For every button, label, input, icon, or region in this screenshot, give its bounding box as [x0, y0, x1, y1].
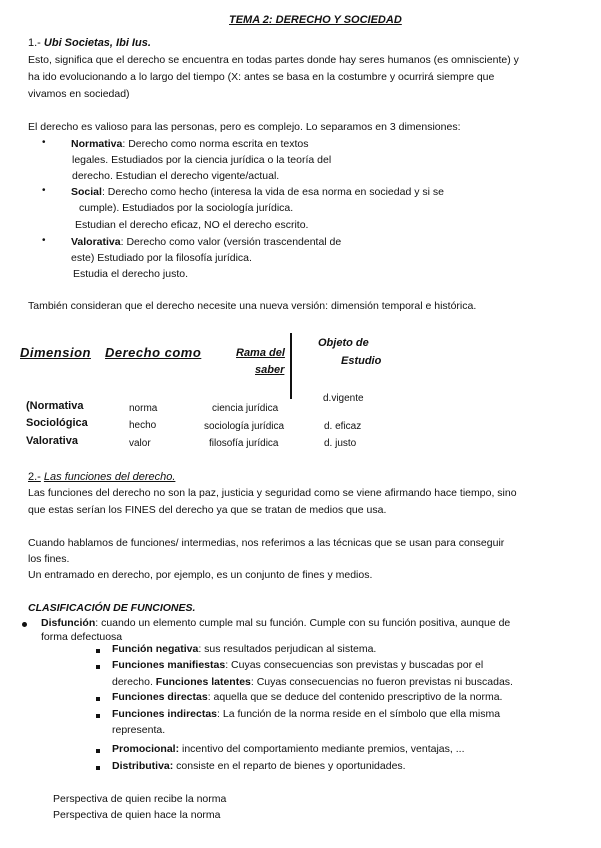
square-bullet-icon — [96, 649, 100, 653]
clasificacion-heading: CLASIFICACIÓN DE FUNCIONES. — [28, 602, 196, 614]
paragraph-line: que estas serían los FINES del derecho ya que se tratan de medios que usa. — [28, 504, 387, 516]
item-text: incentivo del comportamiento mediante premios, ventajas, ... — [179, 743, 465, 755]
item-label: Distributiva: — [112, 760, 174, 772]
paragraph-line: Cuando hablamos de funciones/ intermedias, nos referimos a las técnicas que se usan para conseguir — [28, 537, 505, 549]
item-text: consiste en el reparto de bienes y oportunidades. — [173, 760, 406, 772]
list-item — [71, 137, 309, 152]
paragraph-line: Esto, significa que el derecho se encuentra en todas partes donde hay seres humanos (es omnisciente) y — [28, 54, 519, 66]
paragraph-line: También consideran que el derecho necesite una nueva versión: dimensión temporal e histórica. — [28, 300, 477, 312]
table-cell: d. eficaz — [324, 421, 362, 432]
table-cell: d.vigente — [323, 393, 364, 404]
square-bullet-icon — [96, 697, 100, 701]
item-text: : Cuyas consecuencias son previstas y buscadas por el — [225, 659, 484, 671]
table-header-rama: Rama del — [236, 347, 285, 359]
list-item-continuation: forma defectuosa — [41, 631, 123, 643]
list-item — [41, 616, 510, 631]
table-header-objeto: Estudio — [341, 355, 382, 367]
table-cell: d. justo — [324, 438, 357, 449]
table-header-dimension: Dimension — [20, 345, 91, 360]
list-item — [112, 742, 465, 757]
table-divider — [290, 333, 292, 399]
list-item-continuation — [112, 675, 513, 690]
item-text: : Cuyas consecuencias no fueron previstas ni buscadas. — [250, 676, 513, 688]
section-1-title: Ubi Societas, Ibi Ius. — [43, 37, 151, 49]
list-item-continuation: representa. — [112, 724, 166, 736]
bullet-icon: • — [42, 185, 46, 196]
table-cell: norma — [129, 403, 158, 414]
list-item-continuation: derecho. Estudian el derecho vigente/actual. — [72, 170, 280, 182]
dimension-desc: : Derecho como valor (versión trascendental de — [120, 236, 342, 248]
section-1-heading — [28, 36, 151, 51]
table-header-derecho-como: Derecho como — [105, 345, 202, 360]
dimension-name: Normativa — [71, 138, 123, 150]
table-header-objeto: Objeto de — [318, 337, 369, 349]
section-1-number: 1.- — [28, 37, 41, 49]
section-2-number: 2.- — [28, 471, 41, 483]
item-text: : La función de la norma reside en el símbolo que ella misma — [217, 708, 501, 720]
list-item-continuation: Estudia el derecho justo. — [73, 268, 188, 280]
dimension-name: Social — [71, 186, 102, 198]
list-item — [112, 642, 376, 657]
paragraph-line: vivamos en sociedad) — [28, 88, 130, 100]
list-item — [112, 690, 502, 705]
page-title: TEMA 2: DERECHO Y SOCIEDAD — [229, 14, 402, 26]
paragraph-line: Un entramado en derecho, por ejemplo, es un conjunto de fines y medios. — [28, 569, 373, 581]
list-item-continuation: este) Estudiado por la filosofía jurídica. — [71, 252, 252, 264]
square-bullet-icon — [96, 714, 100, 718]
disfuncion-label: Disfunción — [41, 617, 96, 629]
table-cell: hecho — [129, 420, 157, 431]
square-bullet-icon — [96, 766, 100, 770]
square-bullet-icon — [96, 665, 100, 669]
square-bullet-icon — [96, 749, 100, 753]
dimension-desc: : Derecho como norma escrita en textos — [122, 138, 309, 150]
bullet-icon: • — [42, 137, 46, 148]
item-text: derecho. — [112, 676, 156, 688]
item-label: Función negativa — [112, 643, 199, 655]
table-cell: sociología jurídica — [204, 421, 285, 432]
table-header-rama: saber — [255, 364, 285, 376]
paragraph-line: Las funciones del derecho no son la paz, justicia y seguridad como se viene afirmando hace tiempo, sino — [28, 487, 517, 499]
list-item — [112, 658, 483, 673]
list-item — [71, 185, 444, 200]
table-cell: (Normativa — [26, 400, 84, 412]
perspectiva-line: Perspectiva de quien recibe la norma — [53, 793, 227, 805]
table-cell: ciencia jurídica — [212, 403, 279, 414]
bullet-icon: • — [42, 235, 46, 246]
list-item-continuation: legales. Estudiados por la ciencia jurídica o la teoría del — [72, 154, 332, 166]
table-cell: Valorativa — [26, 435, 78, 447]
section-2-title: Las funciones del derecho. — [43, 471, 176, 483]
list-item — [71, 235, 341, 250]
paragraph-line: El derecho es valioso para las personas, pero es complejo. Lo separamos en 3 dimensiones: — [28, 121, 461, 133]
dimension-desc: : Derecho como hecho (interesa la vida de esa norma en sociedad y si se — [101, 186, 444, 198]
item-text: : sus resultados perjudican al sistema. — [198, 643, 377, 655]
table-cell: Sociológica — [26, 417, 88, 429]
bullet-icon — [22, 622, 27, 627]
paragraph-line: ha ido evolucionando a lo largo del tiempo (X: antes se basa en la costumbre y ocurrirá siempre que — [28, 71, 495, 83]
list-item — [112, 707, 500, 722]
perspectiva-line: Perspectiva de quien hace la norma — [53, 809, 221, 821]
table-cell: valor — [129, 438, 151, 449]
table-cell: filosofía jurídica — [209, 438, 279, 449]
dimension-name: Valorativa — [71, 236, 121, 248]
item-label: Funciones indirectas — [112, 708, 218, 720]
disfuncion-text: : cuando un elemento cumple mal su función. Cumple con su función positiva, aunque de — [95, 617, 511, 629]
item-text: : aquella que se deduce del contenido prescriptivo de la norma. — [207, 691, 503, 703]
list-item-continuation: Estudian el derecho eficaz, NO el derecho escrito. — [75, 219, 309, 231]
list-item-continuation: cumple). Estudiados por la sociología jurídica. — [79, 202, 294, 214]
paragraph-line: los fines. — [28, 553, 70, 565]
item-label: Funciones latentes — [155, 676, 251, 688]
section-2-heading — [28, 470, 175, 485]
item-label: Funciones manifiestas — [112, 659, 226, 671]
item-label: Funciones directas — [112, 691, 208, 703]
list-item — [112, 759, 406, 774]
item-label: Promocional: — [112, 743, 180, 755]
